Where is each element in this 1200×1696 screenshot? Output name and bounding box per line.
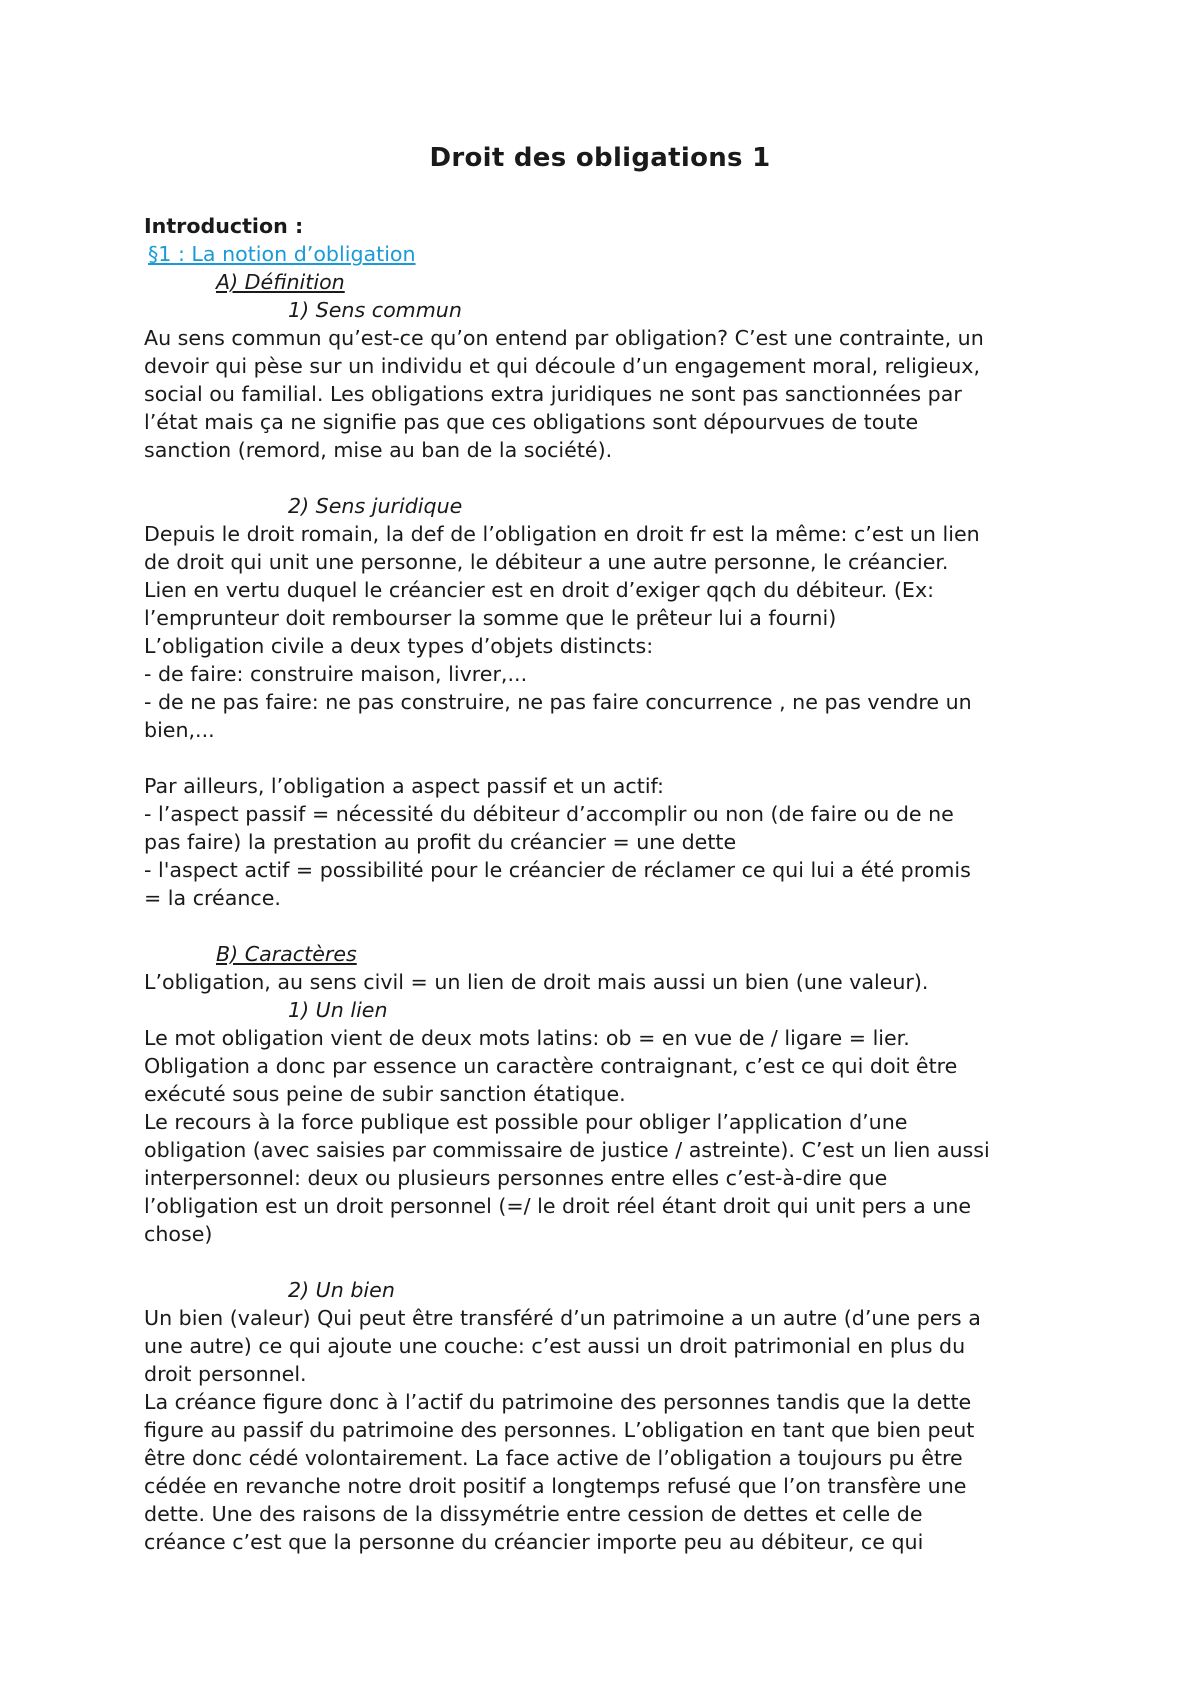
text-line: - l'aspect actif = possibilité pour le créancier de réclamer ce qui lui a été promis (144, 858, 971, 882)
paragraph-bien (144, 1304, 1084, 1556)
spacer (144, 464, 1084, 492)
text-line: l’état mais ça ne signifie pas que ces obligations sont dépourvues de toute (144, 410, 919, 434)
text-line: être donc cédé volontairement. La face active de l’obligation a toujours pu être (144, 1446, 963, 1470)
text-line: exécuté sous peine de subir sanction étatique. (144, 1082, 626, 1106)
section-heading-1[interactable] (144, 240, 1084, 268)
paragraph-sens-juridique (144, 520, 1084, 744)
text-line: bien,... (144, 718, 215, 742)
section-1-link[interactable]: §1 : La notion d’obligation (148, 242, 416, 266)
text-line: Le mot obligation vient de deux mots latins: ob = en vue de / ligare = lier. (144, 1026, 910, 1050)
text-line: Depuis le droit romain, la def de l’obligation en droit fr est la même: c’est un lien (144, 522, 980, 546)
text-line: l’emprunteur doit rembourser la somme que le prêteur lui a fourni) (144, 606, 837, 630)
text-line: droit personnel. (144, 1362, 307, 1386)
text-line: figure au passif du patrimoine des personnes. L’obligation en tant que bien peut (144, 1418, 975, 1442)
text-line: - de ne pas faire: ne pas construire, ne pas faire concurrence , ne pas vendre un (144, 690, 972, 714)
text-line: Le recours à la force publique est possible pour obliger l’application d’une (144, 1110, 908, 1134)
paragraph-caracteres (144, 968, 1084, 996)
paragraph-sens-commun (144, 324, 1084, 464)
text-line: Lien en vertu duquel le créancier est en droit d’exiger qqch du débiteur. (Ex: (144, 578, 935, 602)
text-line: Au sens commun qu’est-ce qu’on entend par obligation? C’est une contrainte, un (144, 326, 984, 350)
text-line: obligation (avec saisies par commissaire de justice / astreinte). C’est un lien aussi (144, 1138, 990, 1162)
text-line: sanction (remord, mise au ban de la société). (144, 438, 613, 462)
text-line: social ou familial. Les obligations extra juridiques ne sont pas sanctionnées par (144, 382, 962, 406)
text-line: dette. Une des raisons de la dissymétrie entre cession de dettes et celle de (144, 1502, 923, 1526)
text-line: Par ailleurs, l’obligation a aspect passif et un actif: (144, 774, 664, 798)
spacer (144, 912, 1084, 940)
subheading-b (144, 940, 1084, 968)
text-line: - l’aspect passif = nécessité du débiteur d’accomplir ou non (de faire ou de ne (144, 802, 954, 826)
text-line: L’obligation civile a deux types d’objets distincts: (144, 634, 654, 658)
subheading-b2: 2) Un bien (288, 1278, 395, 1302)
spacer (144, 1248, 1084, 1276)
paragraph-aspects (144, 772, 1084, 912)
text-line: interpersonnel: deux ou plusieurs personnes entre elles c’est-à-dire que (144, 1166, 888, 1190)
subheading-a1: 1) Sens commun (288, 298, 462, 322)
text-line: créance c’est que la personne du créancier importe peu au débiteur, ce qui (144, 1530, 924, 1554)
document-title: Droit des obligations 1 (429, 143, 771, 173)
text-line: l’obligation est un droit personnel (=/ le droit réel étant droit qui unit pers a une (144, 1194, 972, 1218)
text-line: - de faire: construire maison, livrer,... (144, 662, 528, 686)
text-line: pas faire) la prestation au profit du créancier = une dette (144, 830, 737, 854)
document-body (144, 212, 1084, 1556)
paragraph-lien (144, 1024, 1084, 1248)
subheading-a-label: A) Définition (216, 270, 345, 294)
text-line: Un bien (valeur) Qui peut être transféré d’un patrimoine a un autre (d’une pers a (144, 1306, 981, 1330)
text-line: devoir qui pèse sur un individu et qui découle d’un engagement moral, religieux, (144, 354, 981, 378)
text-line: L’obligation, au sens civil = un lien de droit mais aussi un bien (une valeur). (144, 970, 929, 994)
text-line: = la créance. (144, 886, 281, 910)
subheading-b1: 1) Un lien (288, 998, 388, 1022)
text-line: La créance figure donc à l’actif du patrimoine des personnes tandis que la dette (144, 1390, 972, 1414)
subheading-a (144, 268, 1084, 296)
text-line: cédée en revanche notre droit positif a longtemps refusé que l’on transfère une (144, 1474, 967, 1498)
text-line: de droit qui unit une personne, le débiteur a une autre personne, le créancier. (144, 550, 949, 574)
text-line: chose) (144, 1222, 213, 1246)
intro-heading: Introduction : (144, 214, 304, 238)
subheading-a2: 2) Sens juridique (288, 494, 463, 518)
text-line: Obligation a donc par essence un caractère contraignant, c’est ce qui doit être (144, 1054, 958, 1078)
text-line: une autre) ce qui ajoute une couche: c’est aussi un droit patrimonial en plus du (144, 1334, 966, 1358)
subheading-b-label: B) Caractères (216, 942, 357, 966)
spacer (144, 744, 1084, 772)
